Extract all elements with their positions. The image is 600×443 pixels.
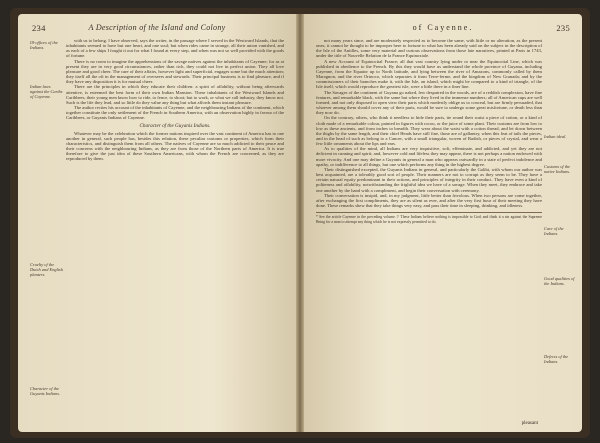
section-heading: Character of the Guyanis Indians.	[139, 122, 211, 129]
paragraph: The author recites his account of the inhabitants of Cayenne, and the neighbouring Indians of the continent, which together constitute the only settlement of the French in Southern America, with an observation highly in favour of the Caribbees, or Guyanis Indians of Cayenne.	[66, 105, 284, 121]
paragraph: As to qualities of the mind, all Indians are very inquisitive, soft, effeminate, and addicted, and yet they are not deficient in cunning and spirit; and, however cold and lifeless they may appear, there is not perhaps a nation endowed with more vivacity. And one may define a Guyanis in general a man who appears outwardly in a state of perfect indolence and apathy, or indifference to all things, but one which performs any thing in the highest degree.	[316, 146, 542, 167]
catchword: pleasant	[521, 421, 538, 426]
book-gutter	[296, 14, 304, 432]
left-margin-note: Ill-offices of the Indians.	[30, 40, 58, 50]
right-margin-note: Care of the Indians.	[544, 226, 564, 236]
paragraph: with us to belong. I have observed, says the writer, in the passage where I served in the Westward Islands, that the inhabitants seemed to have but one heart, and one soul; but when rides came in strange, all their union vanished, and as each of a few ships I fought it out for what I found at every step, and when was not so well provided with the goods of fortune.	[66, 38, 284, 59]
paragraph: Whatever may be the celebration which the former nations inspired over the vast continent of America has to one another in general, such people has, besides this relation, these peculiar customs or properties, which form their characteristics, and distinguish them from all others. The natives of Cayenne are so much addicted to their peace and their concerns with the neighbouring Indians, as they are from those of the Northern parts of America. It is true therefore to give the just idea of these Southern Americans, with whom the French are concerned, as they are reproduced by them.	[66, 130, 284, 162]
right-margin-note: Customs of the native Indians.	[544, 164, 571, 174]
right-page	[304, 14, 582, 432]
footnote: * See the article Cayenne in the preceding volume. † These Indians believe nothing is impossible to God; and think it a sin against the Supreme Being for a man to attempt any thing which he is not expressly permitted to do.	[316, 212, 542, 224]
right-page-number: 235	[556, 23, 570, 33]
left-header	[18, 23, 296, 35]
paragraph: A new Account of Equinoctial France; all that vast country lying under or near the Equinoctial Line, which was published in obedience to the French. By this they would have us understand the whole province of Guyana, including Cayenne, from the Equator up to North latitude, and lying between the river of Amazons, commonly called by them Maragnon, and the river Orinoco, which separates it from Terre-ferme, and the kingdom of New Granada; and by the commissioners of their branches make it, with the Isle, an island, which might be compared to a kind of triangle, of the Isle itself, which would reproduce the greatest isle, were a little there in a finer line.	[316, 58, 542, 90]
left-running-head: A Description of the Island and Colony	[88, 23, 226, 32]
right-margin-note: Indian ideal.	[544, 134, 567, 139]
left-page	[18, 14, 296, 432]
left-margin-note: Indian laws against the Caribs of Cayenne.	[30, 84, 63, 99]
paragraph: The Savages of the continent of Guyana go naked, few despaired in the woods, are of a reddish complexion, have fine features, and remarkable black, with the same but where they lived in the immense numbers; all of American cups are well formed, and not only disposed to open view their parts which modestly oblige us to conceal, but are firmly persuaded, that whoever among them should cover any of their parts, would be sure to undergo some great misfortune, or death less than they now do.	[316, 89, 542, 116]
left-margin-note: Character of the Guyanis Indians.	[30, 386, 61, 396]
left-page-number: 234	[32, 23, 46, 33]
right-running-head: of Cayenne.	[412, 23, 474, 32]
paragraph: There are the principles in which they educate their children: a spirit of affability, without being afterwards attentive, is esteemed the best form of their own Indian Mansion. These inhabitants of the Westward Islands and Caribbees, their young men know how to ride, to fence, to shoot; but to work, or what we call industry, they know not. Such is the life they lead, and so little do they value any thing but what affords them instant pleasure.	[66, 84, 284, 105]
paragraph: Their conversation is insipid, and, in my judgment, little better than frivolous. When two persons are come together, after exchanging the first compliments, they are as silent as ever, and after the very first hour of their meeting they have done. These remarks shew that they take things very easy, and pass their time in sleeping, drinking, and idleness.	[316, 192, 542, 208]
right-body-text	[316, 38, 542, 224]
right-margin-note: Defects of the Indians.	[544, 354, 569, 364]
left-margin-note: Cruelty of the Dutch and English planters.	[30, 262, 63, 277]
book-spread	[10, 8, 590, 438]
left-body-text	[66, 38, 284, 162]
paragraph: not many years since, and are moderately respected as to become the same, with little or no alteration, as the present ones, it cannot be thought to be improper here to fortune to what has been already said on the subject in the description of the Isle of the Antilles, some very material and curious observations from those late narratives, printed at Paris in 1743, under the title of Nouvelle Relation de la France Equinoxiale.	[316, 38, 542, 59]
paragraph: On the contrary, others, who think it needless to hide their parts, tie round their waist a piece of cotton, or a kind of cloth made of a remarkable colour, painted in figures with rocou, or the juice of some plant. Their customs are from low to low as these ancients, and from inches to breadth. They wear about the waist with a cotton thread, and let down between the thighs by the same length, and their chief Heads have still fine, those are of gallantry, when this feat of tails the pieces, and in the head of such as belong to a Cancer, with a small triangular, woven of Radish, or pieces of crystal, and wear a few little ornaments about the lips and ears.	[316, 115, 542, 147]
paragraph: Their distinguished excepted, the Guyanis Indians in general, and particularly the Galibi, with whom our author was best acquainted, are a tolerably good sort of people. Their manners are not to corrupt as they seem to be. They have a certain natural equity predominant in their actions, and principles of integrity in their conduct. They have even a kind of politeness and affability, notwithstanding the frightful idea we have of a savage. When they meet, they embrace and take one another by the hand with a compliment, and begin their conversation with ceremony.	[316, 166, 542, 193]
right-margin-note: Good qualities of the Indians.	[544, 276, 575, 286]
right-header	[304, 23, 582, 35]
paragraph: There is no room to imagine the apprehensions of the savage natives against the inhabitants of Cayenne; for as at present they are in very good circumstances, rather than rich, they could not live in perfect union. They all love pleasure and good cheer. The care of their affairs, however light and superficial, engages some but the much attention; they itself all the oft in the management of overseers and stewards. Their principal business is to find pleasure, and if they have any disposition it is for mutual cheer.	[66, 58, 284, 85]
